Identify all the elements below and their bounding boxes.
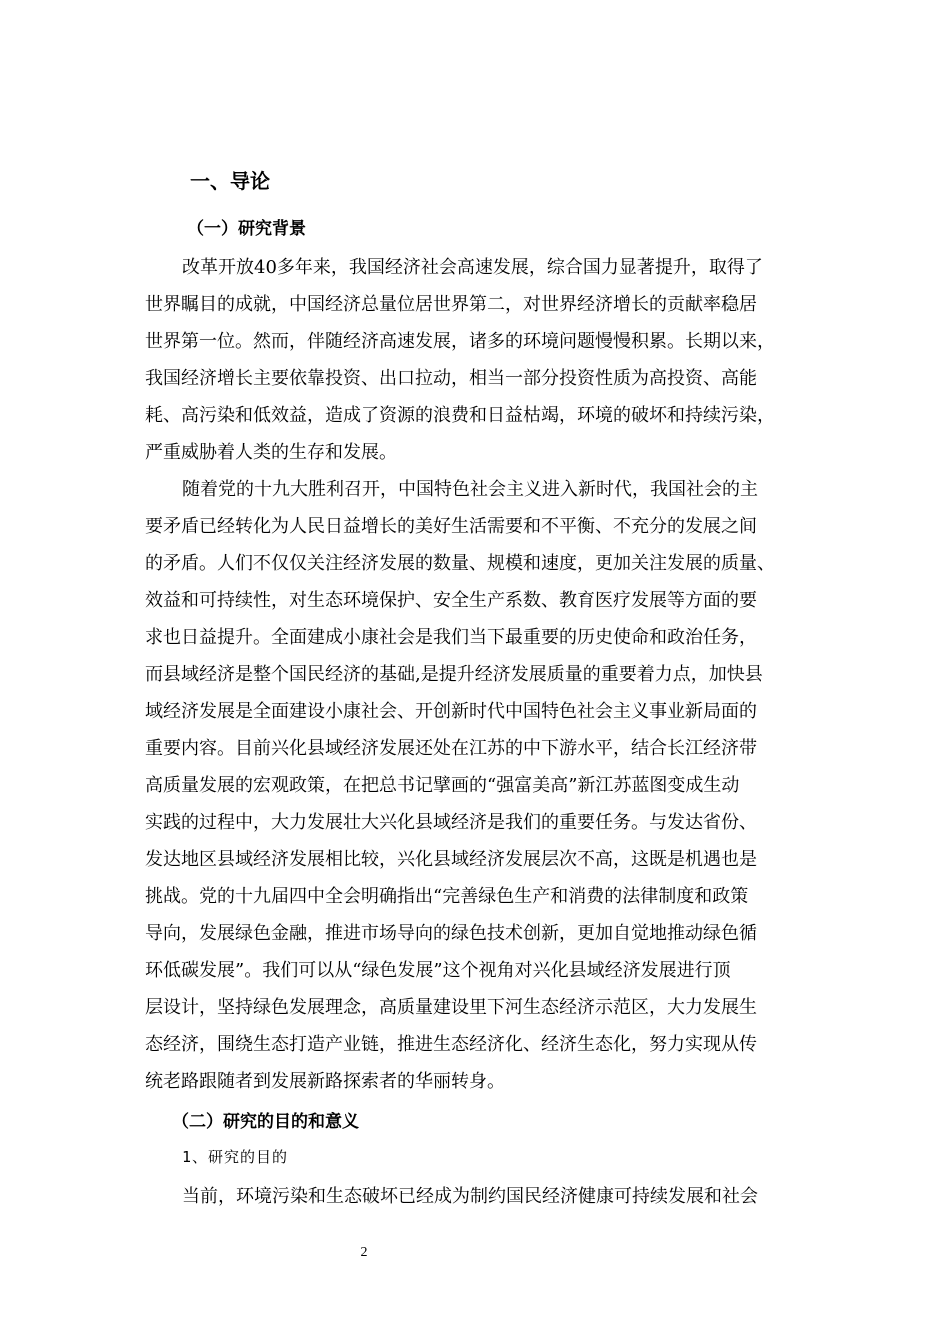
paragraph-line: 严重威胁着人类的生存和发展。 (145, 442, 397, 463)
paragraph-line: 态经济，围绕生态打造产业链，推进生态经济化、经济生态化，努力实现从传 (145, 1034, 757, 1055)
subsection-heading-purpose: 1、研究的目的 (182, 1148, 289, 1166)
paragraph-background-1 (145, 249, 825, 471)
paragraph-line: 统老路跟随者到发展新路探索者的华丽转身。 (145, 1071, 505, 1092)
paragraph-line: 要矛盾已经转化为人民日益增长的美好生活需要和不平衡、不充分的发展之间 (145, 516, 757, 537)
paragraph-line: 效益和可持续性，对生态环境保护、安全生产系数、教育医疗发展等方面的要 (145, 590, 757, 611)
paragraph-line: 改革开放40多年来，我国经济社会高速发展，综合国力显著提升，取得了 (182, 257, 763, 278)
paragraph-line: 我国经济增长主要依靠投资、出口拉动，相当一部分投资性质为高投资、高能 (145, 368, 757, 389)
paragraph-line: 的矛盾。人们不仅仅关注经济发展的数量、规模和速度，更加关注发展的质量、 (145, 553, 775, 574)
paragraph-line: 域经济发展是全面建设小康社会、开创新时代中国特色社会主义事业新局面的 (145, 701, 757, 722)
section-heading-purpose: （二）研究的目的和意义 (172, 1112, 359, 1132)
paragraph-line: 实践的过程中，大力发展壮大兴化县域经济是我们的重要任务。与发达省份、 (145, 812, 757, 833)
paragraph-line: 环低碳发展”。我们可以从“绿色发展”这个视角对兴化县域经济发展进行顶 (145, 960, 731, 981)
paragraph-line: 挑战。党的十九届四中全会明确指出“完善绿色生产和消费的法律制度和政策 (145, 886, 749, 907)
paragraph-line: 高质量发展的宏观政策，在把总书记擘画的“强富美高”新江苏蓝图变成生动 (145, 775, 740, 796)
chapter-heading: 一、导论 (190, 169, 270, 193)
paragraph-line: 发达地区县域经济发展相比较，兴化县域经济发展层次不高，这既是机遇也是 (145, 849, 757, 870)
paragraph-line: 层设计，坚持绿色发展理念，高质量建设里下河生态经济示范区，大力发展生 (145, 997, 757, 1018)
paragraph-line: 而县域经济是整个国民经济的基础,是提升经济发展质量的重要着力点，加快县 (145, 664, 763, 685)
page-number: 2 (360, 1245, 368, 1260)
paragraph-line: 世界第一位。然而，伴随经济高速发展，诸多的环境问题慢慢积累。长期以来， (145, 331, 775, 352)
paragraph-line: 随着党的十九大胜利召开，中国特色社会主义进入新时代，我国社会的主 (182, 479, 758, 500)
paragraph-line: 导向，发展绿色金融，推进市场导向的绿色技术创新，更加自觉地推动绿色循 (145, 923, 757, 944)
paragraph-background-2 (145, 471, 825, 1100)
paragraph-line: 当前，环境污染和生态破坏已经成为制约国民经济健康可持续发展和社会 (182, 1186, 758, 1207)
paragraph-line: 耗、高污染和低效益，造成了资源的浪费和日益枯竭，环境的破坏和持续污染， (145, 405, 775, 426)
paragraph-line: 世界瞩目的成就，中国经济总量位居世界第二，对世界经济增长的贡献率稳居 (145, 294, 757, 315)
paragraph-purpose-1 (145, 1178, 825, 1215)
paragraph-line: 重要内容。目前兴化县域经济发展还处在江苏的中下游水平，结合长江经济带 (145, 738, 757, 759)
section-heading-background: （一）研究背景 (187, 219, 306, 239)
paragraph-line: 求也日益提升。全面建成小康社会是我们当下最重要的历史使命和政治任务， (145, 627, 757, 648)
